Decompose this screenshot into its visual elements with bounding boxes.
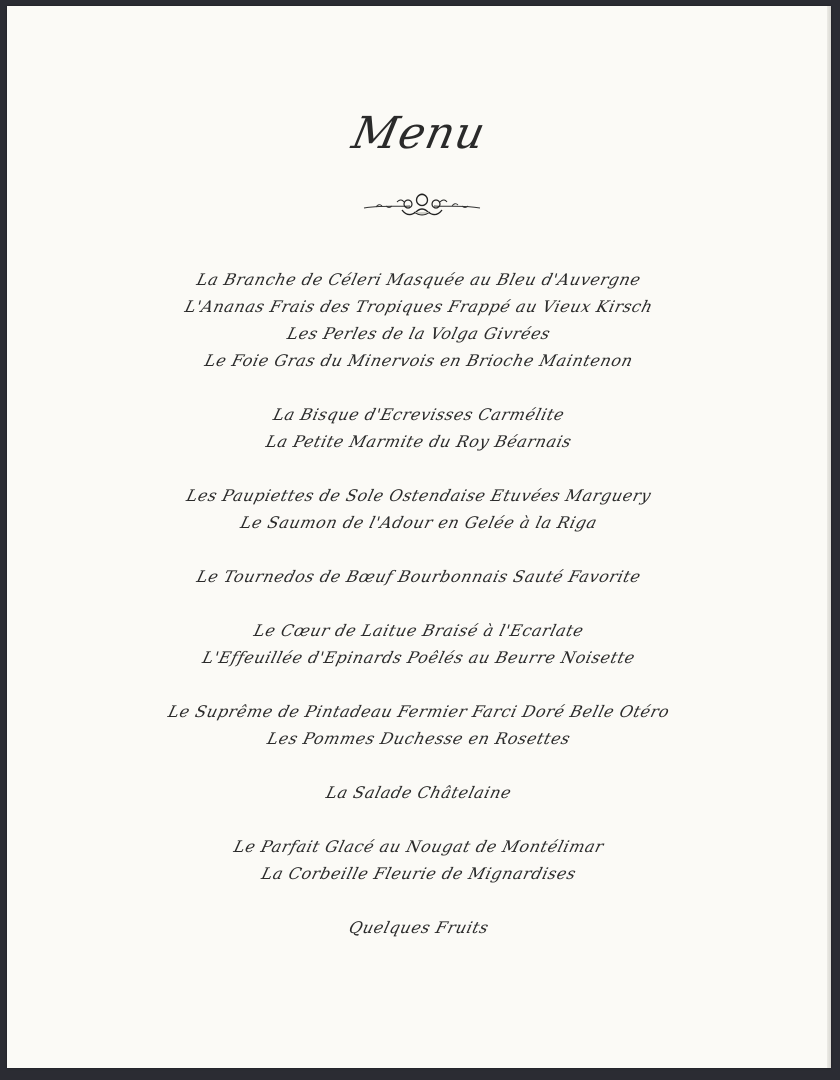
course-7 xyxy=(7,779,831,806)
course-3 xyxy=(7,482,831,536)
menu-item: L'Ananas Frais des Tropiques Frappé au Vieux Kirsch xyxy=(183,297,655,316)
menu-list xyxy=(7,266,831,968)
course-5 xyxy=(7,617,831,671)
menu-item: La Corbeille Fleurie de Mignardises xyxy=(259,864,579,883)
course-9 xyxy=(7,914,831,941)
menu-title: Menu xyxy=(347,108,491,159)
menu-item: Le Parfait Glacé au Nougat de Montélimar xyxy=(232,837,606,856)
menu-item: La Petite Marmite du Roy Béarnais xyxy=(264,432,574,451)
course-1 xyxy=(7,266,831,374)
menu-item: La Bisque d'Ecrevisses Carmélite xyxy=(271,405,567,424)
course-2 xyxy=(7,401,831,455)
menu-item: La Salade Châtelaine xyxy=(324,783,514,802)
course-6 xyxy=(7,698,831,752)
menu-item: Le Foie Gras du Minervois en Brioche Maintenon xyxy=(202,351,636,370)
menu-item: Le Tournedos de Bœuf Bourbonnais Sauté Favorite xyxy=(194,567,644,586)
course-8 xyxy=(7,833,831,887)
menu-item: Quelques Fruits xyxy=(347,918,491,937)
menu-item: Le Cœur de Laitue Braisé à l'Ecarlate xyxy=(252,621,586,640)
course-4 xyxy=(7,563,831,590)
menu-item: Les Perles de la Volga Givrées xyxy=(285,324,553,343)
menu-item: Les Pommes Duchesse en Rosettes xyxy=(265,729,573,748)
floral-garland-ornament-icon xyxy=(362,190,482,224)
menu-item: Le Saumon de l'Adour en Gelée à la Riga xyxy=(238,513,600,532)
menu-card xyxy=(7,6,831,1068)
menu-item: Le Suprême de Pintadeau Fermier Farci Doré Belle Otéro xyxy=(166,702,672,721)
menu-item: Les Paupiettes de Sole Ostendaise Etuvées Marguery xyxy=(184,486,654,505)
menu-item: L'Effeuillée d'Epinards Poêlés au Beurre Noisette xyxy=(200,648,638,667)
menu-item: La Branche de Céleri Masquée au Bleu d'Auvergne xyxy=(194,270,644,289)
